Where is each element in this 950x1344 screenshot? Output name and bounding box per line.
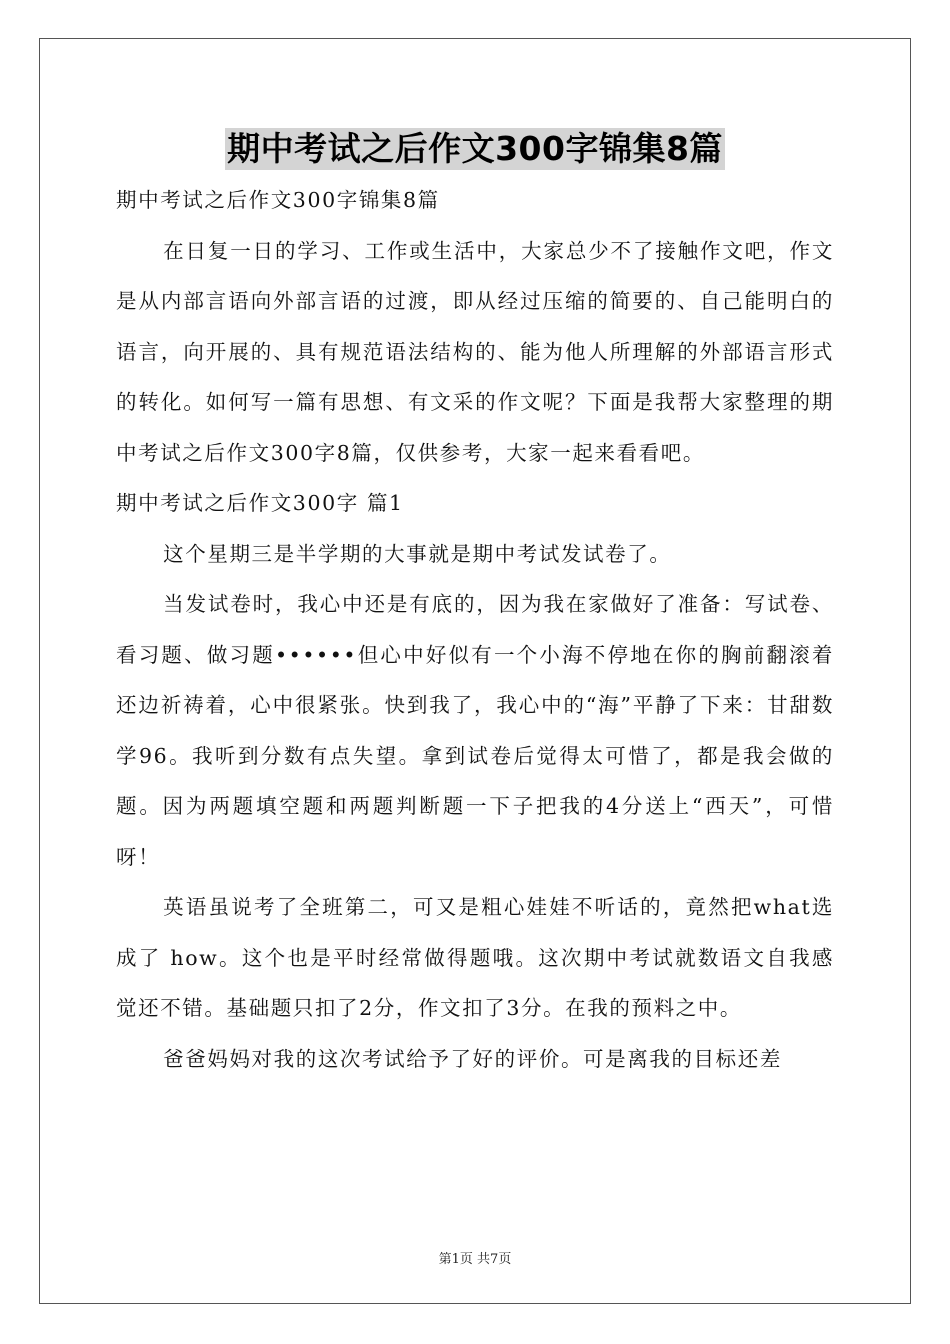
page-footer: 第1页 共7页 <box>438 1252 512 1267</box>
document-body <box>116 175 834 1084</box>
document-title: 期中考试之后作文300字锦集8篇 <box>227 129 723 168</box>
intro-paragraph: 在日复一日的学习、工作或生活中，大家总少不了接触作文吧，作文是从内部言语向外部言语的过渡，即从经过压缩的简要的、自己能明白的语言，向开展的、具有规范语法结构的、能为他人所理解的外部语言形式的转化。如何写一篇有思想、有文采的作文呢？下面是我帮大家整理的期中考试之后作文300字8篇，仅供参考，大家一起来看看吧。 <box>116 238 834 465</box>
body-paragraph-4: 爸爸妈妈对我的这次考试给予了好的评价。可是离我的目标还差 <box>163 1046 782 1071</box>
body-paragraph-2: 当发试卷时，我心中还是有底的，因为我在家做好了准备：写试卷、看习题、做习题••••••但心中好似有一个小海不停地在你的胸前翻滚着还边祈祷着，心中很紧张。快到我了，我心中的“海”平静了下来：甘甜数学96。我听到分数有点失望。拿到试卷后觉得太可惜了，都是我会做的题。因为两题填空题和两题判断题一下子把我的4分送上“西天”，可惜呀！ <box>116 592 834 869</box>
body-paragraph-3: 英语虽说考了全班第二，可又是粗心娃娃不听话的，竟然把what选成了 how。这个也是平时经常做得题哦。这次期中考试就数语文自我感觉还不错。基础题只扣了2分，作文扣了3分。在我的预料之中。 <box>116 895 834 1020</box>
body-paragraph-1: 这个星期三是半学期的大事就是期中考试发试卷了。 <box>163 541 672 566</box>
document-subtitle: 期中考试之后作文300字锦集8篇 <box>116 188 440 212</box>
title-wrap <box>0 128 950 170</box>
section-heading: 期中考试之后作文300字 篇1 <box>116 491 404 515</box>
